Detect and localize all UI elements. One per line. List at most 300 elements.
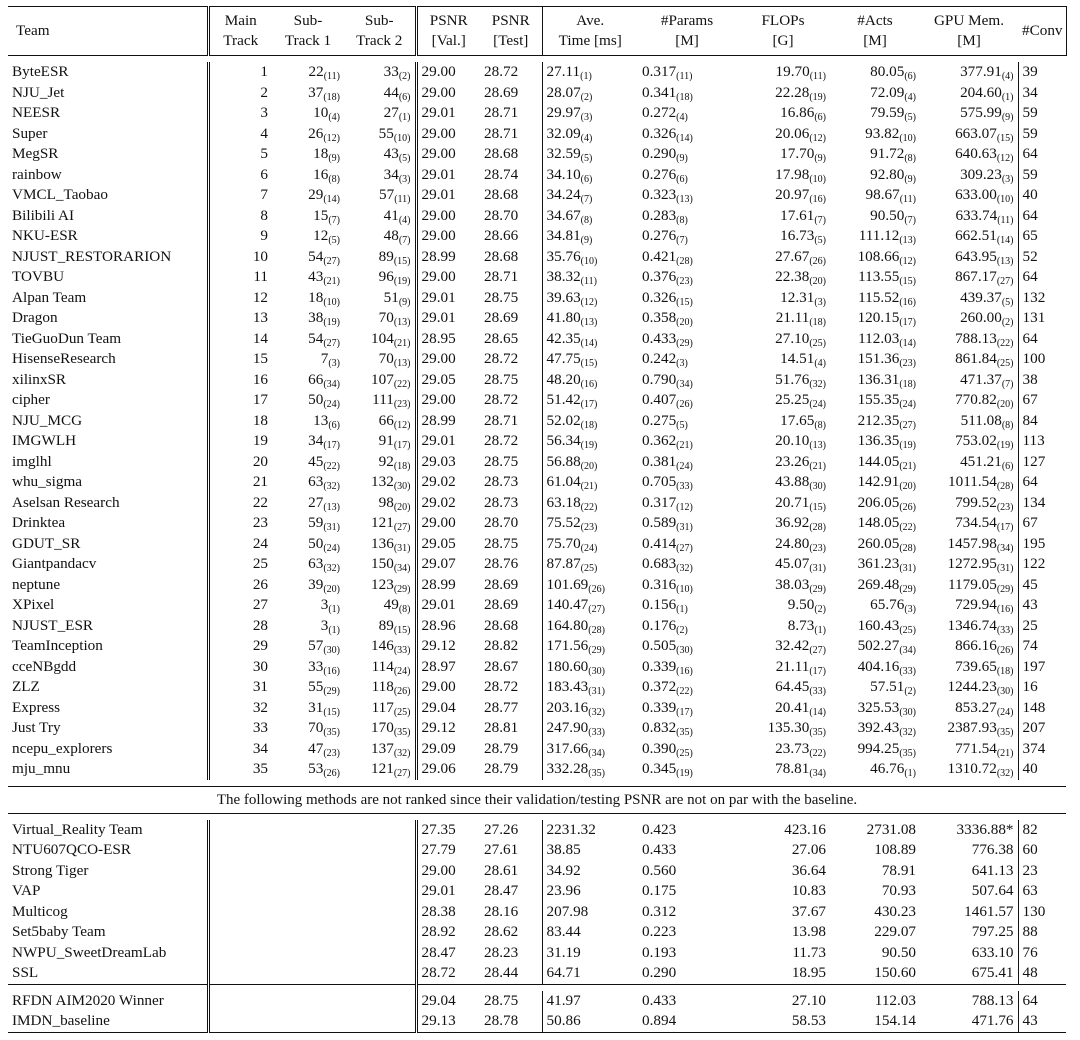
rank-subscript: (31) (393, 542, 411, 554)
table-cell: Alpan Team (8, 288, 208, 309)
rank-subscript: (13) (676, 194, 693, 206)
table-cell: 28.99 (421, 247, 456, 265)
table-cell: 788.13 (920, 991, 1018, 1012)
rank-subscript: (23) (809, 542, 826, 554)
table-cell: $57.51_{(2)}$ (870, 678, 916, 698)
rank-subscript: (13) (393, 317, 411, 329)
table-cell: 28.77 (480, 698, 542, 719)
header-cell: PSNR [Val.] (429, 12, 468, 49)
rank-subscript: (22) (580, 501, 598, 513)
rank-subscript: (29) (809, 583, 826, 595)
table-cell: $135.30_{(35)}$ (767, 719, 826, 739)
table-cell: 28.75 (480, 991, 542, 1012)
rank-subscript: (30) (323, 645, 340, 657)
rank-subscript: (30) (393, 481, 411, 493)
table-cell: $39_{(20)}$ (308, 575, 340, 595)
table-cell: NJU_MCG (8, 411, 208, 432)
table-cell: $0.421_{(28)}$ (642, 247, 693, 267)
rank-subscript: (23) (323, 747, 340, 759)
rank-subscript: (12) (393, 419, 411, 431)
table-cell: $0.283_{(8)}$ (642, 206, 688, 226)
rank-subscript: (12) (899, 255, 916, 267)
table-cell: $98.67_{(11)}$ (865, 186, 916, 206)
table-cell: 36.64 (791, 861, 826, 879)
table-cell: $25.25_{(24)}$ (775, 391, 826, 411)
ranked-body (8, 56, 1066, 780)
table-cell: $260.00_{(2)}$ (920, 308, 1018, 329)
table-cell: 28.69 (480, 308, 542, 329)
rank-subscript: (25) (899, 624, 916, 636)
rank-subscript: (17) (580, 399, 598, 411)
rank-subscript: (8) (904, 153, 916, 165)
table-cell: $51.42_{(17)}$ (546, 391, 598, 411)
table-cell: 25 (1022, 616, 1038, 634)
table-cell: 112.03 (874, 991, 916, 1009)
table-cell: $27.67_{(26)}$ (775, 247, 826, 267)
table-cell: $27_{(1)}$ (344, 103, 416, 124)
table-cell: $317.66_{(34)}$ (546, 739, 605, 759)
table-cell: 0.193 (642, 943, 677, 961)
table-cell: 28.79 (480, 739, 542, 760)
rank-subscript: (19) (809, 91, 826, 103)
rank-subscript: (23) (996, 501, 1014, 513)
rank-subscript: (30) (996, 686, 1014, 698)
table-cell: 52 (1022, 247, 1038, 265)
table-cell: $171.56_{(29)}$ (546, 637, 605, 657)
rank-subscript: (1) (1001, 91, 1014, 103)
rank-subscript: (32) (323, 481, 340, 493)
rank-subscript: (1) (328, 604, 340, 616)
table-cell: $151.36_{(23)}$ (857, 350, 916, 370)
table-cell: 67 (1022, 514, 1038, 532)
rank-subscript: (35) (323, 727, 340, 739)
table-row (8, 902, 1066, 923)
table-cell: $57_{(11)}$ (344, 185, 416, 206)
table-cell: 27.10 (791, 991, 826, 1009)
table-cell: $0.832_{(35)}$ (642, 719, 693, 739)
rank-subscript: (2) (814, 604, 826, 616)
table-cell: cceNBgdd (8, 657, 208, 678)
table-cell: $643.95_{(13)}$ (920, 247, 1018, 268)
table-row (8, 963, 1066, 984)
table-row (8, 991, 1066, 1012)
rank-subscript: (23) (580, 522, 598, 534)
table-cell: 0.433 (642, 991, 677, 1009)
table-cell: $0.407_{(26)}$ (642, 391, 693, 411)
rank-subscript: (1) (398, 112, 411, 124)
table-row (8, 739, 1066, 760)
table-cell: 64 (1022, 329, 1038, 347)
table-cell: IMDN_baseline (8, 1011, 208, 1032)
rank-subscript: (8) (580, 214, 593, 226)
unranked-body (8, 820, 1066, 985)
table-cell: $16.86_{(6)}$ (780, 104, 826, 124)
rank-subscript: (27) (996, 276, 1014, 288)
table-cell: 28.96 (421, 616, 456, 634)
table-cell: 29.07 (421, 555, 456, 573)
table-cell: 25 (252, 555, 268, 573)
table-cell: $0.790_{(34)}$ (642, 370, 693, 390)
rank-subscript: (30) (809, 481, 826, 493)
rank-subscript: (22) (323, 460, 340, 472)
table-cell: 148 (1022, 698, 1046, 716)
table-cell: $0.341_{(18)}$ (642, 83, 693, 103)
table-cell: 43 (1022, 1012, 1038, 1030)
table-cell: $155.35_{(24)}$ (857, 391, 916, 411)
table-cell: $41_{(4)}$ (344, 206, 416, 227)
table-cell: Bilibili AI (8, 206, 208, 227)
table-cell: $0.276_{(6)}$ (642, 165, 688, 185)
table-cell: Express (8, 698, 208, 719)
rank-subscript: (25) (996, 358, 1014, 370)
table-cell: $48.20_{(16)}$ (546, 370, 598, 390)
table-cell: mju_mnu (8, 759, 208, 780)
rank-subscript: (9) (676, 153, 688, 165)
table-cell: $137_{(32)}$ (344, 739, 416, 760)
table-cell: ByteESR (8, 62, 208, 83)
table-cell: $150_{(34)}$ (344, 554, 416, 575)
table-row (8, 534, 1066, 555)
table-cell: $111.12_{(13)}$ (858, 227, 916, 247)
table-cell: $0.176_{(2)}$ (642, 616, 688, 636)
table-cell: 27 (252, 596, 268, 614)
table-cell: $0.276_{(7)}$ (642, 227, 688, 247)
table-cell: $269.48_{(29)}$ (857, 575, 916, 595)
table-cell: 74 (1022, 637, 1038, 655)
table-cell: Multicog (8, 902, 208, 923)
table-cell: 33 (252, 719, 268, 737)
table-cell: 28.65 (480, 329, 542, 350)
table-cell: 122 (1022, 555, 1046, 573)
table-cell: $0.505_{(30)}$ (642, 637, 693, 657)
header-cell: #Acts [M] (857, 12, 893, 49)
table-cell: $13_{(6)}$ (313, 411, 340, 431)
table-cell: 59 (1022, 104, 1038, 122)
table-cell: $75.52_{(23)}$ (546, 514, 598, 534)
table-cell: $72.09_{(4)}$ (870, 83, 916, 103)
table-cell: 28.73 (480, 472, 542, 493)
table-cell: 13 (252, 309, 268, 327)
rank-subscript: (19) (899, 440, 916, 452)
table-cell: $36.92_{(28)}$ (775, 514, 826, 534)
rank-subscript: (35) (676, 727, 693, 739)
table-cell: 28.99 (421, 575, 456, 593)
table-cell: imglhl (8, 452, 208, 473)
table-cell: $112.03_{(14)}$ (858, 329, 916, 349)
rank-subscript: (27) (676, 542, 693, 554)
header-cell: GPU Mem. [M] (933, 12, 1005, 49)
rank-subscript: (32) (996, 768, 1014, 780)
table-cell: $121_{(27)}$ (344, 513, 416, 534)
rank-subscript: (33) (899, 665, 916, 677)
table-cell: $471.37_{(7)}$ (920, 370, 1018, 391)
table-cell: $20.41_{(14)}$ (775, 698, 826, 718)
rank-subscript: (19) (676, 768, 693, 780)
rank-subscript: (14) (676, 132, 693, 144)
rank-subscript: (6) (676, 173, 688, 185)
table-cell: $52.02_{(18)}$ (546, 411, 598, 431)
table-cell: $14.51_{(4)}$ (780, 350, 826, 370)
table-cell: 29.00 (421, 63, 456, 81)
table-cell: $79.59_{(5)}$ (870, 104, 916, 124)
table-cell: $404.16_{(33)}$ (857, 657, 916, 677)
table-cell: $34.67_{(8)}$ (546, 206, 593, 226)
table-cell: $146_{(33)}$ (344, 636, 416, 657)
table-cell: $44_{(6)}$ (344, 83, 416, 104)
table-cell: 29.09 (421, 739, 456, 757)
table-cell: VMCL_Taobao (8, 185, 208, 206)
table-row (8, 759, 1066, 780)
rank-subscript: (33) (676, 481, 693, 493)
rank-subscript: (25) (809, 337, 826, 349)
table-cell: 27.26 (480, 820, 542, 841)
rank-subscript: (21) (580, 481, 598, 493)
rank-subscript: (19) (996, 440, 1014, 452)
table-cell: 29.01 (421, 596, 456, 614)
rank-subscript: (20) (899, 481, 916, 493)
table-cell: 19 (252, 432, 268, 450)
table-cell: 1461.57 (920, 902, 1018, 923)
table-cell: 29.02 (421, 473, 456, 491)
table-cell: HisenseResearch (8, 349, 208, 370)
rank-subscript: (1) (676, 604, 688, 616)
rank-subscript: (13) (323, 501, 340, 513)
table-cell: $260.05_{(28)}$ (857, 534, 916, 554)
table-row (8, 185, 1066, 206)
table-cell: $98_{(20)}$ (344, 493, 416, 514)
table-cell: 29.00 (421, 514, 456, 532)
table-cell: $19.70_{(11)}$ (775, 63, 826, 83)
rank-subscript: (12) (323, 132, 340, 144)
table-cell: 70.93 (881, 882, 916, 900)
rank-subscript: (9) (398, 296, 411, 308)
table-cell: 29.06 (421, 760, 456, 778)
rank-subscript: (7) (328, 214, 340, 226)
table-cell: $34.10_{(6)}$ (546, 165, 593, 185)
table-cell: 29.01 (421, 186, 456, 204)
table-row (8, 575, 1066, 596)
table-cell: $247.90_{(33)}$ (546, 719, 605, 739)
table-cell: TOVBU (8, 267, 208, 288)
table-cell: $0.290_{(9)}$ (642, 145, 688, 165)
table-cell: $34.24_{(7)}$ (546, 186, 593, 206)
table-cell (208, 881, 416, 902)
table-cell: $123_{(29)}$ (344, 575, 416, 596)
table-cell: $29.97_{(3)}$ (546, 104, 593, 124)
rank-subscript: (14) (580, 337, 598, 349)
table-cell: TeamInception (8, 636, 208, 657)
rank-subscript: (17) (393, 440, 411, 452)
table-cell (208, 840, 416, 861)
table-cell: 60 (1022, 841, 1038, 859)
table-cell: $115.52_{(16)}$ (858, 288, 916, 308)
table-row (8, 513, 1066, 534)
rank-subscript: (15) (996, 132, 1014, 144)
rank-subscript: (16) (899, 296, 916, 308)
rank-subscript: (22) (899, 522, 916, 534)
table-cell: $1310.72_{(32)}$ (920, 759, 1018, 780)
rank-subscript: (5) (904, 112, 916, 124)
table-cell: $212.35_{(27)}$ (857, 411, 916, 431)
rank-subscript: (22) (809, 747, 826, 759)
table-cell: 64.71 (546, 964, 581, 982)
rank-subscript: (8) (1001, 419, 1014, 431)
table-cell: $0.326_{(14)}$ (642, 124, 693, 144)
rank-subscript: (29) (676, 337, 693, 349)
table-cell: $0.414_{(27)}$ (642, 534, 693, 554)
table-cell: 1 (260, 63, 268, 81)
table-cell: $43_{(5)}$ (344, 144, 416, 165)
table-cell: neptune (8, 575, 208, 596)
rank-subscript: (14) (996, 235, 1014, 247)
table-cell: $0.372_{(22)}$ (642, 678, 693, 698)
table-cell: 43 (1022, 596, 1038, 614)
table-cell: $39.63_{(12)}$ (546, 288, 598, 308)
rank-subscript: (4) (814, 358, 826, 370)
table-cell: GDUT_SR (8, 534, 208, 555)
table-cell: $0.589_{(31)}$ (642, 514, 693, 534)
table-cell: $377.91_{(4)}$ (920, 62, 1018, 83)
rank-subscript: (26) (676, 399, 693, 411)
notice-text: The following methods are not ranked since their validation/testing PSNR are not on par with the baseline. (8, 786, 1066, 813)
table-cell: whu_sigma (8, 472, 208, 493)
table-cell: 507.64 (920, 881, 1018, 902)
rank-subscript: (15) (393, 255, 411, 267)
table-cell (208, 943, 416, 964)
table-cell: 641.13 (920, 861, 1018, 882)
table-cell: $78.81_{(34)}$ (775, 760, 826, 780)
table-cell: 29.04 (421, 991, 456, 1009)
rank-subscript: (5) (814, 235, 826, 247)
rank-subscript: (3) (1001, 173, 1014, 185)
table-row (8, 820, 1066, 841)
header-cell: Sub- Track 1 (284, 12, 332, 49)
table-cell: 29.01 (421, 104, 456, 122)
table-cell: $640.63_{(12)}$ (920, 144, 1018, 165)
rank-subscript: (5) (676, 419, 688, 431)
table-cell: $34_{(3)}$ (344, 165, 416, 186)
table-cell: $866.16_{(26)}$ (920, 636, 1018, 657)
table-cell: $92.80_{(9)}$ (870, 165, 916, 185)
rank-subscript: (20) (580, 460, 598, 472)
table-cell: $21.11_{(18)}$ (775, 309, 826, 329)
table-cell: $54_{(27)}$ (308, 247, 340, 267)
table-cell: 0.560 (642, 861, 677, 879)
rank-subscript: (1) (814, 624, 826, 636)
table-cell: $49_{(8)}$ (344, 595, 416, 616)
table-cell: 154.14 (874, 1012, 916, 1030)
rank-subscript: (29) (323, 686, 340, 698)
rank-subscript: (18) (323, 91, 340, 103)
table-cell: 113 (1022, 432, 1045, 450)
table-cell: $0.317_{(12)}$ (642, 493, 693, 513)
table-row (8, 881, 1066, 902)
table-cell: $7_{(3)}$ (320, 350, 340, 370)
table-cell: Drinktea (8, 513, 208, 534)
table-cell: 675.41 (920, 963, 1018, 984)
table-cell: $42.35_{(14)}$ (546, 329, 598, 349)
table-row (8, 472, 1066, 493)
table-cell: $0.433_{(29)}$ (642, 329, 693, 349)
table-cell: 28.71 (480, 103, 542, 124)
table-cell: 4 (260, 124, 268, 142)
table-cell: 29.00 (421, 391, 456, 409)
table-cell: 28.68 (480, 144, 542, 165)
table-cell: $0.358_{(20)}$ (642, 309, 693, 329)
table-row (8, 595, 1066, 616)
rank-subscript: (32) (899, 727, 916, 739)
table-cell: 29.01 (421, 882, 456, 900)
table-cell: 45 (1022, 575, 1038, 593)
rank-subscript: (16) (323, 665, 340, 677)
table-cell: $93.82_{(10)}$ (865, 124, 916, 144)
table-cell: 28.16 (480, 902, 542, 923)
rank-subscript: (25) (676, 747, 693, 759)
table-cell: 31 (252, 678, 268, 696)
table-cell (208, 902, 416, 923)
table-cell: $80.05_{(6)}$ (870, 63, 916, 83)
table-cell: $50_{(24)}$ (308, 391, 340, 411)
table-cell: 28.47 (421, 943, 456, 961)
rank-subscript: (3) (328, 358, 340, 370)
table-cell: Aselsan Research (8, 493, 208, 514)
table-row (8, 861, 1066, 882)
table-cell: $439.37_{(5)}$ (920, 288, 1018, 309)
table-cell: $136.31_{(18)}$ (857, 370, 916, 390)
table-cell: 65 (1022, 227, 1038, 245)
table-cell: $332.28_{(35)}$ (546, 760, 605, 780)
rank-subscript: (1) (904, 768, 916, 780)
rank-subscript: (4) (904, 91, 916, 103)
table-cell: $633.74_{(11)}$ (920, 206, 1018, 227)
table-cell: 374 (1022, 739, 1046, 757)
table-cell: $53_{(26)}$ (308, 760, 340, 780)
table-cell: 423.16 (784, 820, 826, 838)
table-cell: $56.88_{(20)}$ (546, 452, 598, 472)
rank-subscript: (20) (996, 399, 1014, 411)
table-cell: 38 (1022, 370, 1038, 388)
table-cell: $108.66_{(12)}$ (857, 247, 916, 267)
rank-subscript: (26) (899, 501, 916, 513)
table-cell: $861.84_{(25)}$ (920, 349, 1018, 370)
table-cell: $33_{(2)}$ (344, 62, 416, 83)
table-row (8, 124, 1066, 145)
table-cell: $118_{(26)}$ (344, 677, 416, 698)
table-cell: 88 (1022, 923, 1038, 941)
rank-subscript: (1) (580, 71, 592, 83)
rank-subscript: (20) (393, 501, 411, 513)
table-cell: $20.10_{(13)}$ (775, 432, 826, 452)
rank-subscript: (31) (676, 522, 693, 534)
table-cell: $0.339_{(16)}$ (642, 657, 693, 677)
table-cell: 90.50 (881, 943, 916, 961)
rank-subscript: (4) (580, 132, 593, 144)
table-cell: 34 (1022, 83, 1038, 101)
table-cell: 23 (252, 514, 268, 532)
table-cell: $788.13_{(22)}$ (920, 329, 1018, 350)
rank-subscript: (23) (899, 358, 916, 370)
table-cell: $38_{(19)}$ (308, 309, 340, 329)
table-row (8, 636, 1066, 657)
table-cell: $17.70_{(9)}$ (780, 145, 826, 165)
rank-subscript: (5) (398, 153, 411, 165)
table-cell: RFDN AIM2020 Winner (8, 991, 208, 1012)
table-cell: $0.381_{(24)}$ (642, 452, 693, 472)
table-cell: ZLZ (8, 677, 208, 698)
table-cell: $23.73_{(22)}$ (775, 739, 826, 759)
table-cell: $31_{(15)}$ (308, 698, 340, 718)
table-cell: 16 (1022, 678, 1038, 696)
